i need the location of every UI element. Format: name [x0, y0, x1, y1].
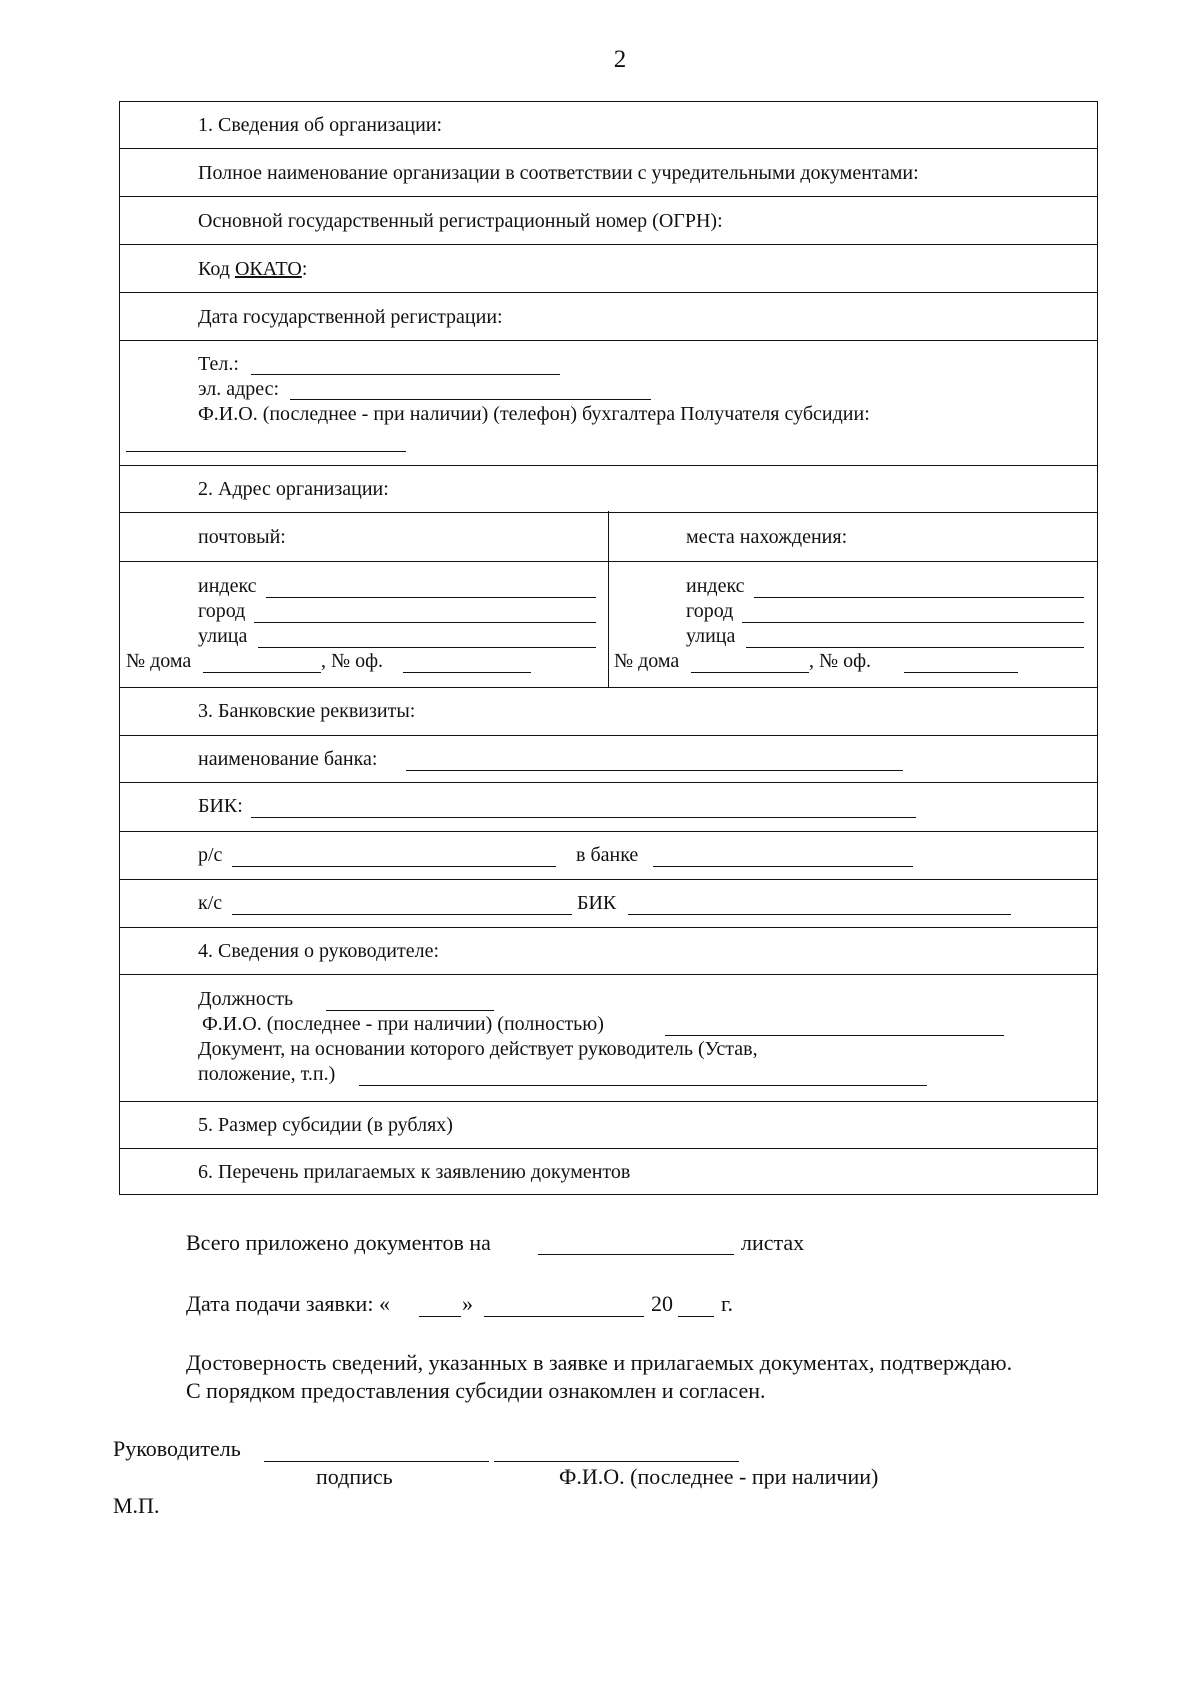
stamp-label: М.П.	[113, 1493, 160, 1518]
bik2-label: БИК	[577, 892, 617, 914]
date-day-field[interactable]	[419, 1316, 461, 1317]
row-divider	[120, 244, 1097, 245]
head-fio-field[interactable]	[494, 1461, 739, 1462]
postal-index-field[interactable]	[266, 597, 596, 598]
row-divider	[120, 1101, 1097, 1102]
row-divider	[120, 1148, 1097, 1149]
basis-document-label: Документ, на основании которого действует руководитель (Устав,	[198, 1038, 758, 1060]
basis-document-field[interactable]	[359, 1085, 927, 1086]
attached-sheets-suffix: листах	[741, 1230, 805, 1255]
basis-document-label-2: положение, т.п.)	[198, 1063, 336, 1085]
section2-heading: 2. Адрес организации:	[198, 478, 389, 500]
attached-sheets-field[interactable]	[538, 1254, 734, 1255]
signature-field[interactable]	[264, 1461, 489, 1462]
postal-office-field[interactable]	[403, 672, 531, 673]
tel-field[interactable]	[251, 374, 560, 375]
bank-name-field[interactable]	[406, 770, 903, 771]
bank-name-label: наименование банка:	[198, 748, 378, 770]
email-field[interactable]	[290, 399, 651, 400]
postal-office-label: , № оф.	[321, 650, 384, 672]
postal-house-field[interactable]	[203, 672, 321, 673]
application-form-table	[119, 101, 1098, 1195]
page-number: 2	[613, 46, 627, 73]
section6-heading: 6. Перечень прилагаемых к заявлению документов	[198, 1161, 631, 1183]
location-address-label: места нахождения:	[686, 526, 848, 548]
postal-city-label: город	[198, 600, 246, 622]
location-house-label: № дома	[614, 650, 680, 672]
date-quote-close: »	[462, 1291, 473, 1316]
director-fio-label: Ф.И.О. (последнее - при наличии) (полностью)	[202, 1013, 604, 1035]
fio-caption: Ф.И.О. (последнее - при наличии)	[559, 1464, 879, 1489]
in-bank-label: в банке	[576, 844, 639, 866]
location-index-field[interactable]	[754, 597, 1084, 598]
position-field[interactable]	[326, 1010, 494, 1011]
okato-label: Код ОКАТО:	[198, 258, 308, 280]
bik-label: БИК:	[198, 795, 243, 817]
row-divider	[120, 974, 1097, 975]
okato-link[interactable]: ОКАТО	[234, 258, 302, 280]
in-bank-field[interactable]	[653, 866, 913, 867]
location-street-label: улица	[686, 625, 736, 647]
full-name-label: Полное наименование организации в соответствии с учредительными документами:	[198, 162, 919, 184]
section5-heading: 5. Размер субсидии (в рублях)	[198, 1114, 453, 1136]
postal-index-label: индекс	[198, 575, 257, 597]
accountant-field[interactable]	[126, 451, 406, 452]
row-divider	[120, 292, 1097, 293]
reg-date-label: Дата государственной регистрации:	[198, 306, 503, 328]
row-divider	[120, 879, 1097, 880]
location-office-label: , № оф.	[809, 650, 872, 672]
location-office-field[interactable]	[904, 672, 1018, 673]
postal-house-label: № дома	[126, 650, 192, 672]
column-divider	[608, 511, 609, 687]
confirmation-line-2: С порядком предоставления субсидии ознакомлен и согласен.	[186, 1378, 766, 1403]
postal-city-field[interactable]	[254, 622, 596, 623]
director-fio-field[interactable]	[665, 1035, 1004, 1036]
date-year-field[interactable]	[678, 1316, 714, 1317]
bik-field[interactable]	[251, 817, 916, 818]
date-year-prefix: 20	[651, 1291, 673, 1316]
location-street-field[interactable]	[746, 647, 1084, 648]
location-index-label: индекс	[686, 575, 745, 597]
location-city-label: город	[686, 600, 734, 622]
row-divider	[120, 735, 1097, 736]
location-city-field[interactable]	[742, 622, 1084, 623]
row-divider	[120, 465, 1097, 466]
ks-field[interactable]	[232, 914, 572, 915]
ks-label: к/с	[198, 892, 223, 914]
position-label: Должность	[198, 988, 294, 1010]
rs-label: р/с	[198, 844, 223, 866]
section3-heading: 3. Банковские реквизиты:	[198, 700, 416, 722]
row-divider	[120, 340, 1097, 341]
submission-date-label: Дата подачи заявки: «	[186, 1291, 390, 1316]
email-label: эл. адрес:	[198, 378, 280, 400]
bik2-field[interactable]	[628, 914, 1011, 915]
postal-street-field[interactable]	[258, 647, 596, 648]
date-month-field[interactable]	[484, 1316, 644, 1317]
location-house-field[interactable]	[691, 672, 809, 673]
section4-heading: 4. Сведения о руководителе:	[198, 940, 440, 962]
ogrn-label: Основной государственный регистрационный номер (ОГРН):	[198, 210, 723, 232]
row-divider	[120, 687, 1097, 688]
tel-label: Тел.:	[198, 353, 239, 375]
row-divider	[120, 782, 1097, 783]
row-divider	[120, 831, 1097, 832]
accountant-label: Ф.И.О. (последнее - при наличии) (телефон) бухгалтера Получателя субсидии:	[198, 403, 870, 425]
section1-heading: 1. Сведения об организации:	[198, 114, 443, 136]
row-divider	[120, 196, 1097, 197]
postal-address-label: почтовый:	[198, 526, 286, 548]
date-year-suffix: г.	[721, 1291, 734, 1316]
confirmation-line-1: Достоверность сведений, указанных в заявке и прилагаемых документах, подтверждаю.	[186, 1350, 1013, 1375]
signature-caption: подпись	[316, 1464, 393, 1489]
row-divider	[120, 927, 1097, 928]
head-label: Руководитель	[113, 1436, 241, 1461]
postal-street-label: улица	[198, 625, 248, 647]
rs-field[interactable]	[232, 866, 556, 867]
row-divider	[120, 148, 1097, 149]
attached-docs-label: Всего приложено документов на	[186, 1230, 491, 1255]
